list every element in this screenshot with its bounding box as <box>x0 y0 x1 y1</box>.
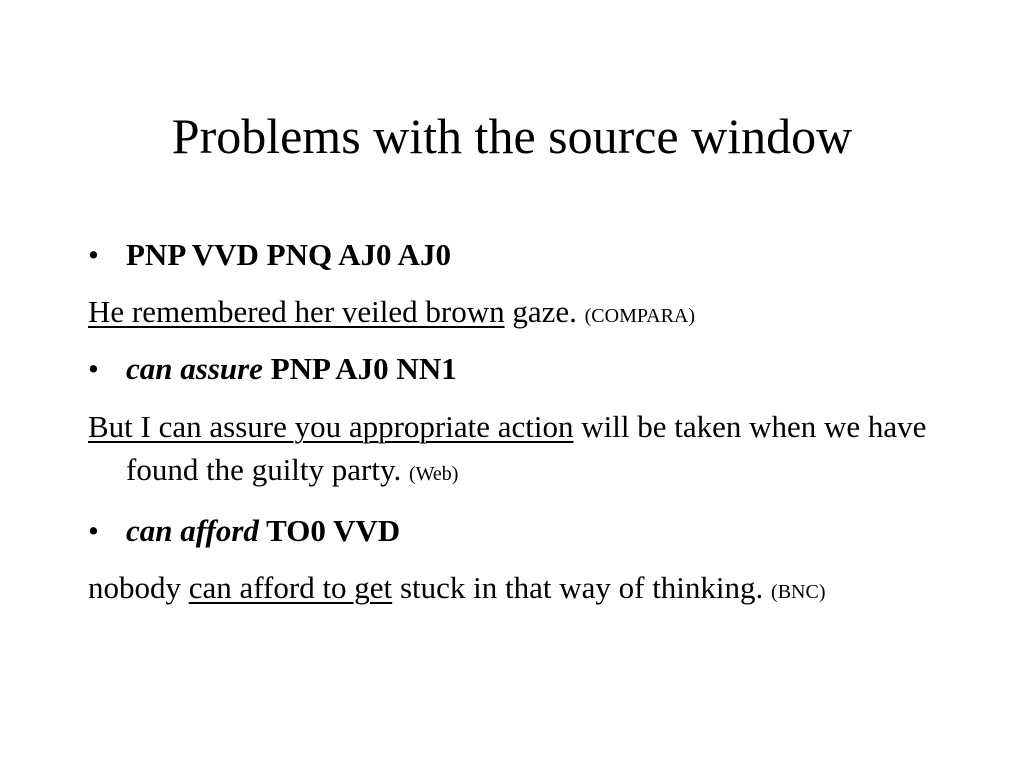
example-sentence-2 <box>88 405 948 496</box>
bullet-bold-text: TO0 VVD <box>258 513 401 548</box>
example-underlined-text: He remembered her veiled brown <box>88 294 505 329</box>
bullet-icon: • <box>88 513 99 548</box>
example-underlined-text: can afford to get <box>188 570 393 605</box>
example-sentence-1 <box>88 290 948 338</box>
bullet-text <box>126 351 457 386</box>
bullet-icon: • <box>88 351 99 386</box>
slide-title: Problems with the source window <box>171 108 853 164</box>
bullet-text <box>126 237 451 272</box>
bullet-item-tag-pattern-3 <box>88 509 400 552</box>
example-source-label: (BNC) <box>771 581 826 603</box>
bullet-italic-text: can afford <box>126 513 259 548</box>
bullet-icon: • <box>88 237 99 272</box>
example-lead-text: nobody <box>88 570 189 605</box>
bullet-bold-text: PNP AJ0 NN1 <box>262 351 457 386</box>
example-sentence-3 <box>88 566 948 614</box>
example-rest-text: stuck in that way of thinking. <box>392 570 772 605</box>
example-rest-text: gaze. <box>504 294 585 329</box>
example-source-label: (Web) <box>408 463 459 485</box>
bullet-item-tag-pattern-1 <box>88 233 451 276</box>
bullet-text <box>126 513 400 548</box>
example-underlined-text: But I can assure you appropriate action <box>88 409 574 444</box>
bullet-bold-text: PNP VVD PNQ AJ0 AJ0 <box>126 237 451 272</box>
example-rest-text: will be taken when we have found the guilty party. <box>126 409 927 487</box>
bullet-item-tag-pattern-2 <box>88 347 457 390</box>
bullet-italic-text: can assure <box>126 351 263 386</box>
example-source-label: (COMPARA) <box>584 305 696 327</box>
